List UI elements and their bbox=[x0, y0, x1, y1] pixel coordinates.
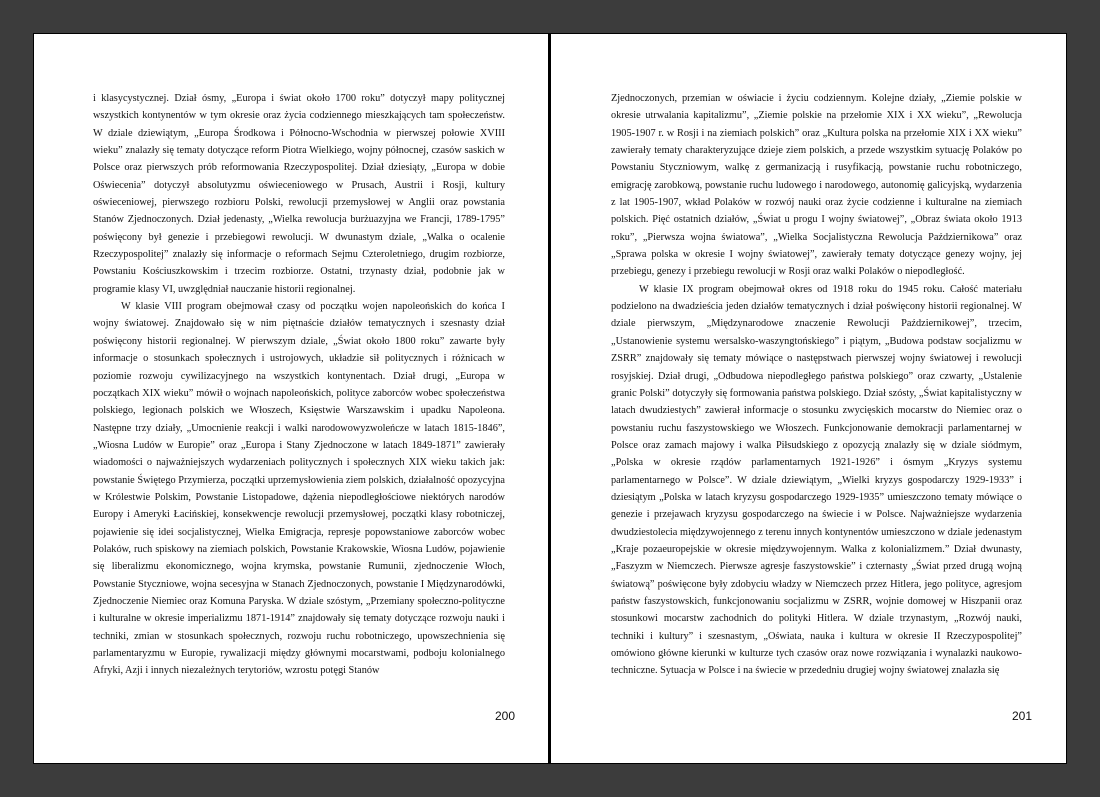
right-page bbox=[551, 34, 1066, 763]
paragraph: Zjednoczonych, przemian w oświacie i życiu codziennym. Kolejne działy, „Ziemie polskie w okresie utrwalania kapitalizmu”, „Ziemie polskie na przełomie XIX i XX wieku”, „Rewolucja 1905-1907 r. w Rosji i na ziemiach polskich” oraz „Kultura polska na przełomie XIX i XX wieku” zawierały tematy charakteryzujące dzieje ziem polskich, a przede wszystkim sytuację Polaków po Powstaniu Styczniowym, walkę z germanizacją i rusyfikacją, powstanie ruchu robotniczego, emigrację zarobkową, powstanie ruchu ludowego i narodowego, autonomię galicyjską, wydarzenia z lat 1905-1907, wkład Polaków w rozwój nauki oraz życie codzienne i kulturalne na ziemiach polskich. Pięć ostatnich działów, „Świat u progu I wojny światowej”, „Obraz świata około 1913 roku”, „Pierwsza wojna światowa”, „Wielka Socjalistyczna Rewolucja Październikowa” oraz „Sprawa polska w okresie I wojny światowej”, zawierały tematy dotyczące genezy wojny, jej przebiegu, genezy i przebiegu rewolucji w Rosji oraz walki Polaków o niepodległość. bbox=[611, 93, 1022, 278]
page-number: 201 bbox=[1012, 709, 1033, 723]
left-page-text bbox=[93, 90, 505, 680]
paragraph: i klasycystycznej. Dział ósmy, „Europa i świat około 1700 roku” dotyczył mapy politycznej wszystkich kontynentów w tym okresie oraz życia codziennego mieszkających tam społeczeństw. W dziale dziewiątym, „Europa Środkowa i Północno-Wschodnia w pierwszej połowie XVIII wieku” znalazły się tematy dotyczące reform Piotra Wielkiego, wojny północnej, czasów saskich w Polsce oraz pierwszych prób reformowania Rzeczypospolitej. Dział dziesiąty, „Europa w dobie Oświecenia” dotyczył absolutyzmu oświeceniowego w Prusach, Austrii i Rosji, kultury oświeceniowej, pierwszego rozbioru Polski, rewolucji przemysłowej w Anglii oraz powstania Stanów Zjednoczonych. Dział jedenasty, „Wielka rewolucja burżuazyjna we Francji, 1789-1795” poświęcony był genezie i przebiegowi rewolucji. W dwunastym dziale, „Walka o ocalenie Rzeczypospolitej” znalazły się informacje o reformach Sejmu Czteroletniego, drugim rozbiorze, Powstaniu Kościuszkowskim i trzecim rozbiorze. Ostatni, trzynasty dział, podobnie jak w programie klasy VI, uwzględniał nauczanie historii regionalnej. bbox=[93, 93, 505, 295]
right-page-text bbox=[611, 90, 1022, 680]
book-spread bbox=[33, 33, 1067, 764]
left-page bbox=[34, 34, 548, 763]
page-number: 200 bbox=[495, 709, 516, 723]
paragraph: W klasie VIII program obejmował czasy od początku wojen napoleońskich do końca I wojny światowej. Znajdowało się w nim piętnaście działów tematycznych i szesnasty dział poświęcony historii regionalnej. W pierwszym dziale, „Świat około 1800 roku” zawarte były informacje o stosunkach społecznych i ustrojowych, układzie sił politycznych i różnicach w poziomie rozwoju cywilizacyjnego na wszystkich kontynentach. Dział drugi, „Europa w początkach XIX wieku” mówił o wojnach napoleońskich, polityce zaborców wobec społeczeństwa polskiego, legionach polskich we Włoszech, Księstwie Warszawskim i upadku Napoleona. Następne trzy działy, „Umocnienie reakcji i walki narodowowyzwoleńcze w latach 1815-1846”, „Wiosna Ludów w Europie” oraz „Europa i Stany Zjednoczone w latach 1849-1871” zawierały wiadomości o najważniejszych wydarzeniach politycznych i społecznych XIX wieku takich jak: powstanie Świętego Przymierza, początki uprzemysłowienia ziem polskich, działalność opozycyjna w Królestwie Polskim, Powstanie Listopadowe, dążenia niepodległościowe niektórych narodów Europy i Ameryki Łacińskiej, konsekwencje rewolucji przemysłowej, początki klasy robotniczej, pojawienie się idei socjalistycznej, Wielka Emigracja, represje popowstaniowe zaborców wobec Polaków, ruch spiskowy na ziemiach polskich, Powstanie Krakowskie, Wiosna Ludów, pojawienie się liberalizmu ekonomicznego, wojna krymska, powstanie Rumunii, zjednoczenie Włoch, Powstanie Styczniowe, wojna secesyjna w Stanach Zjednoczonych, powstanie I Międzynarodówki, Zjednoczenie Niemiec oraz Komuna Paryska. W dziale szóstym, „Przemiany społeczno-polityczne i kulturalne w okresie imperializmu 1871-1914” znajdowały się tematy dotyczące rozwoju nauki i techniki, zmian w stosunkach społecznych, rozwoju ruchu robotniczego, upowszechnienia się parlamentaryzmu w Europie, rywalizacji między głównymi mocarstwami, podboju kolonialnego Afryki, Azji i innych niezależnych terytoriów, wzrostu potęgi Stanów bbox=[93, 301, 505, 677]
paragraph: W klasie IX program obejmował okres od 1918 roku do 1945 roku. Całość materiału podzielono na dwadzieścia jeden działów tematycznych i dział poświęcony historii regionalnej. W dziale pierwszym, „Międzynarodowe znaczenie Rewolucji Październikowej”, trzecim, „Ustanowienie systemu wersalsko-waszyngtońskiego” i piątym, „Budowa podstaw socjalizmu w ZSRR” znajdowały się tematy mówiące o następstwach pierwszej wojny światowej i rewolucji rosyjskiej. Dział drugi, „Odbudowa niepodległego państwa polskiego” oraz czwarty, „Ustalenie granic Polski” dotyczyły się formowania państwa polskiego. Dział szósty, „Świat kapitalistyczny w latach dwudziestych” zawierał informacje o stosunku zwycięskich mocarstw do Niemiec oraz o powstaniu ruchu faszystowskiego we Włoszech. Funkcjonowanie demokracji parlamentarnej w Polsce oraz zamach majowy i walka Piłsudskiego z opozycją znalazły się w dziale siódmym, „Polska w okresie rządów parlamentarnych 1921-1926” i ósmym „Kryzys systemu parlamentarnego w Polsce”. W dziale dziewiątym, „Wielki kryzys gospodarczy 1929-1933” i dziesiątym „Polska w latach kryzysu gospodarczego 1929-1935” umieszczono tematy mówiące o genezie i przejawach kryzysu gospodarczego na świecie i w Polsce. Najważniejsze wydarzenia dwudziestolecia międzywojennego z terenu innych kontynentów umieszczono w dziale jedenastym „Kraje pozaeuropejskie w okresie międzywojennym. Walka z kolonializmem.” Dział dwunasty, „Faszyzm w Niemczech. Pierwsze agresje faszystowskie” i czternasty „Świat przed drugą wojną światową” poświęcone były zdobyciu władzy w Niemczech przez Hitlera, jego polityce, agresjom państw faszystowskich, funkcjonowaniu socjalizmu w ZSRR, wojnie domowej w Hiszpanii oraz stosunkowi mocarstw zachodnich do polityki Hitlera. W dziale trzynastym, „Rozwój nauki, techniki i kultury” i szesnastym, „Oświata, nauka i kultura w okresie II Rzeczypospolitej” omówiono główne kierunki w kulturze tych czasów oraz nowe rozwiązania i wynalazki naukowo-techniczne. Sytuacja w Polsce i na świecie w przededniu drugiej wojny światowej znalazła się bbox=[611, 283, 1022, 677]
